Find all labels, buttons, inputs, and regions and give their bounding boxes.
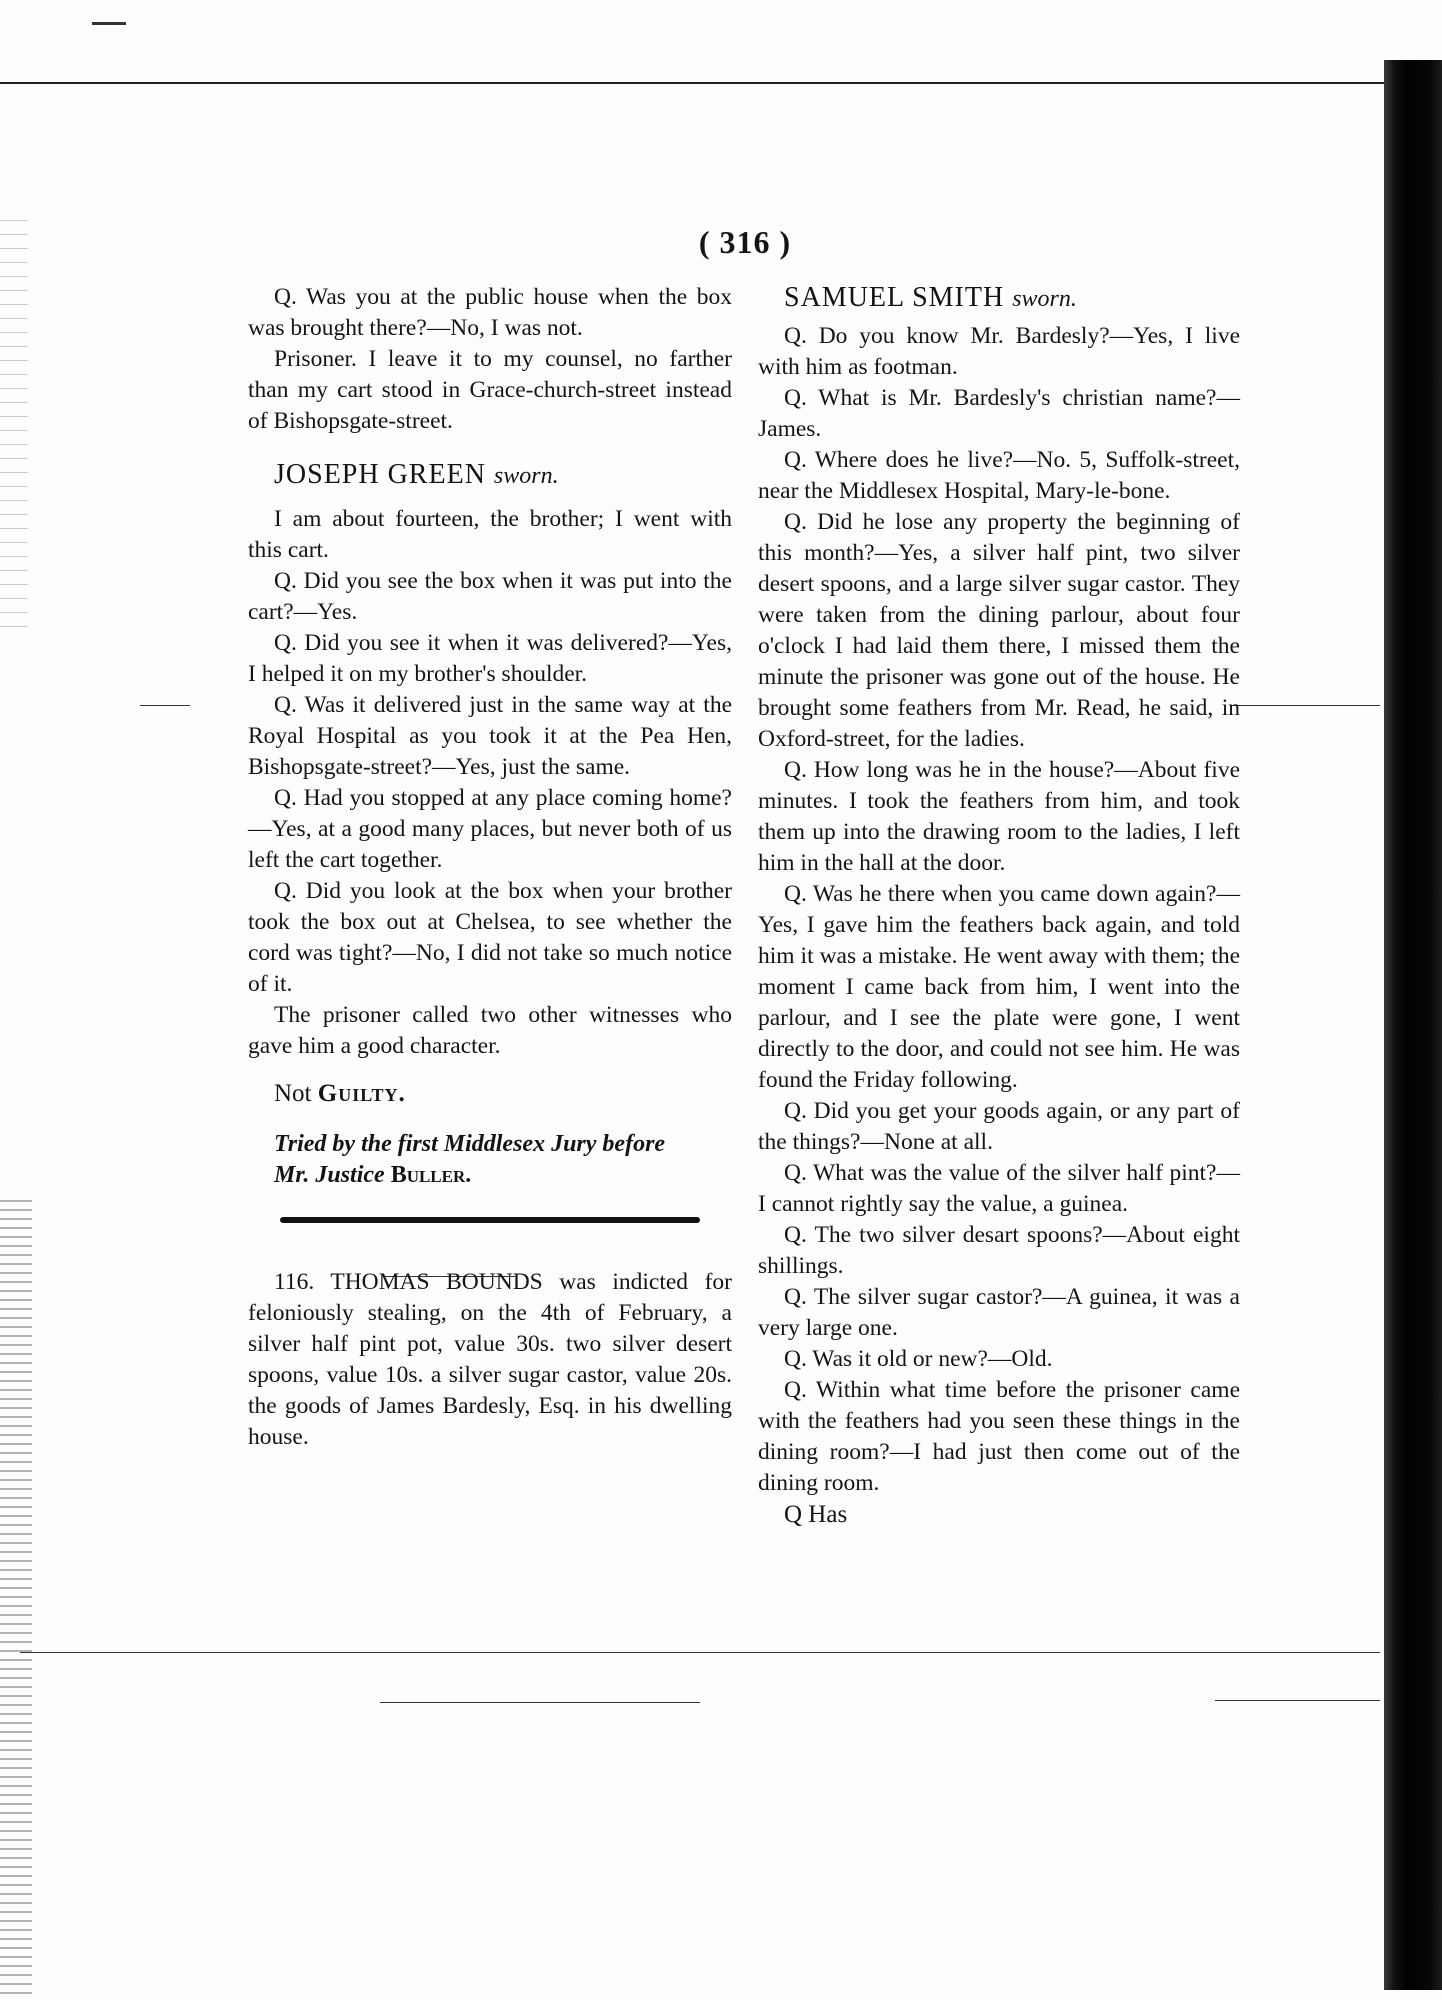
scan-line	[140, 705, 190, 706]
paragraph: Q. The two silver desart spoons?—About eight shillings.	[758, 1222, 1240, 1279]
paragraph: Q. Did you get your goods again, or any part of the things?—None at all.	[758, 1098, 1240, 1155]
paragraph: Q. How long was he in the house?—About five minutes. I took the feathers from him, and took them up into the drawing room to the ladies, I left him in the hall at the door.	[758, 757, 1240, 876]
tried-line: Tried by the first Middlesex Jury before	[274, 1131, 666, 1157]
paragraph: Q. Do you know Mr. Bardesly?—Yes, I live with him as footman.	[758, 323, 1240, 380]
page-number: ( 316 )	[698, 224, 792, 260]
judge-name: Buller.	[390, 1162, 472, 1188]
top-rule	[0, 82, 1400, 84]
paragraph: Q. Did you look at the box when your brother took the box out at Chelsea, to see whether the cord was tight?—No, I did not take so much notice of it.	[248, 878, 732, 997]
verdict	[248, 1078, 732, 1109]
witness-name: JOSEPH GREEN	[274, 459, 486, 490]
scan-line	[380, 1702, 700, 1703]
scan-line	[1230, 705, 1380, 706]
paragraph: Q. What is Mr. Bardesly's christian name?—James.	[758, 385, 1240, 442]
paragraph: Q. Was he there when you came down again?—Yes, I gave him the feathers back again, and told him it was a mistake. He went away with them; the moment I came back from him, I went into the parlour, and I see the plate were gone, I went directly to the door, and could not see him. He was found the Friday following.	[758, 881, 1240, 1093]
sworn-label: sworn.	[493, 463, 559, 489]
scan-line	[1215, 1700, 1380, 1701]
paragraph: I am about fourteen, the brother; I went with this cart.	[248, 506, 732, 563]
scan-binding-shadow	[1384, 60, 1442, 1990]
verdict-guilty: Guilty.	[317, 1080, 406, 1107]
paragraph: Q. Within what time before the prisoner came with the feathers had you seen these things in the dining room?—I had just then come out of the dining room.	[758, 1377, 1240, 1496]
paragraph: Q. Was it delivered just in the same way at the Royal Hospital as you took it at the Pea Hen, Bishopsgate-street?—Yes, just the same.	[248, 692, 732, 780]
scan-edge-noise	[0, 220, 28, 640]
paragraph: Q. Did he lose any property the beginning of this month?—Yes, a silver half pint, two silver desert spoons, and a large silver sugar castor. They were taken from the dining parlour, about four o'clock I had laid them there, I missed them the minute the prisoner was gone out of the house. He brought some feathers from Mr. Read, he said, in Oxford-street, for the ladies.	[758, 509, 1240, 752]
verdict-not: Not	[274, 1080, 312, 1107]
paragraph: Q. What was the value of the silver half pint?—I cannot rightly say the value, a guinea.	[758, 1160, 1240, 1217]
scan-line	[20, 1652, 1380, 1653]
paragraph: Q. Where does he live?—No. 5, Suffolk-street, near the Middlesex Hospital, Mary-le-bone.	[758, 447, 1240, 504]
paragraph: The prisoner called two other witnesses who gave him a good character.	[248, 1002, 732, 1059]
scan-edge-noise	[0, 1200, 32, 2000]
catchword: Q Has	[784, 1501, 848, 1528]
paragraph: Q. The silver sugar castor?—A guinea, it was a very large one.	[758, 1284, 1240, 1341]
witness-name: SAMUEL SMITH	[784, 282, 1005, 313]
tried-line	[248, 1160, 732, 1191]
witness-heading	[248, 459, 732, 492]
paragraph: Q. Was it old or new?—Old.	[784, 1346, 1053, 1372]
case-paragraph: 116. THOMAS BOUNDS was indicted for feloniously stealing, on the 4th of February, a silver half pint pot, value 30s. two silver desert spoons, value 10s. a silver sugar castor, value 20s. the goods of James Bardesly, Esq. in his dwelling house.	[248, 1269, 732, 1450]
paragraph: Q. Did you see it when it was delivered?—Yes, I helped it on my brother's shoulder.	[248, 630, 732, 687]
right-column	[758, 282, 1240, 1530]
paragraph: Q. Was you at the public house when the box was brought there?—No, I was not.	[248, 284, 732, 341]
left-column	[248, 282, 732, 1453]
scan-speck	[92, 22, 126, 25]
paragraph: Q. Had you stopped at any place coming home?—Yes, at a good many places, but never both of us left the cart together.	[248, 785, 732, 873]
sworn-label: sworn.	[1012, 286, 1077, 312]
paragraph: Q. Did you see the box when it was put into the cart?—Yes.	[248, 568, 732, 625]
paragraph: Prisoner. I leave it to my counsel, no farther than my cart stood in Grace-church-street instead of Bishopsgate-street.	[248, 346, 732, 434]
tried-justice: Mr. Justice	[274, 1162, 385, 1188]
witness-heading	[758, 282, 1240, 315]
